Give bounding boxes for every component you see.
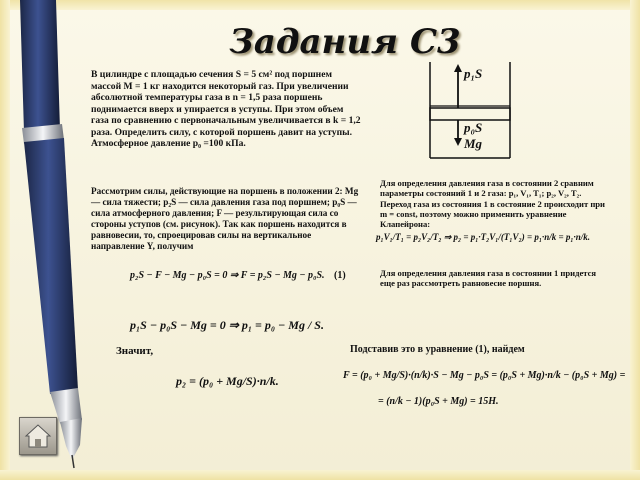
frame-right [630, 0, 640, 480]
home-button[interactable] [19, 417, 57, 455]
diagram-label-top-force: p₁S [464, 66, 483, 81]
label-therefore: Значит, [116, 345, 154, 357]
piston-diagram [420, 62, 520, 162]
equation-4: F = (p₀ + Mg/S)·(n/k)·S − Mg − p₀S = (p₀S + Mg)·n/k − (p₀S + Mg) = [343, 370, 626, 381]
solution-text-states: Для определения давления газа в состоянии 2 сравним параметры состояний 1 и 2 газа: p₁, V₁, T₁; p₂, V₂, T₂. Переход газа из состояния 1 в состояние 2 происходит при m = const, поэтому можно применить уравнение Клапейрона: [380, 178, 606, 230]
equation-1: p₂S − F − Mg − p₀S = 0 ⇒ F = p₂S − Mg − p₀S. [130, 270, 325, 281]
equation-3: p₂ = (p₀ + Mg/S)·n/k. [176, 374, 279, 388]
equation-1-number: (1) [334, 270, 346, 281]
label-substitute: Подставив это в уравнение (1), найдем [350, 344, 525, 355]
solution-text-forces: Рассмотрим силы, действующие на поршень в положении 2: Mg — сила тяжести; p₂S — сила давления газа под поршнем; p₀S — сила атмосферного давления; F — результирующая сила со стороны уступов (см. рисунок). Так как поршень находится в равновесии, то, спроецировав силы на вертикальное направление Y, получим [91, 186, 359, 252]
slide-title: Задания С3 [229, 22, 461, 62]
diagram-label-bottom-force: p₀S [464, 120, 483, 135]
equation-2: p₁S − p₀S − Mg = 0 ⇒ p₁ = p₀ − Mg / S. [130, 318, 324, 332]
diagram-label-weight: Mg [464, 136, 483, 151]
equation-clapeyron: p₁V₁/T₁ = p₂V₂/T₂ ⇒ p₂ = p₁·T₂V₁/(T₁V₂) = p₁·n/k = p₁·n/k. [376, 232, 590, 242]
equation-5: = (n/k − 1)(p₀S + Mg) = 15H. [378, 396, 499, 407]
problem-statement: В цилиндре с площадью сечения S = 5 см² под поршнем массой M = 1 кг находится некоторый газ. При увеличении абсолютной температуры газа в n = 1,5 раза поршень поднимается вверх и упирается в уступы. При этом объем газа по сравнению с первоначальным увеличивается в k = 1,2 раза. Определить силу, с которой поршень давит на уступы. Атмосферное давление p₀ =100 кПа. [91, 69, 361, 149]
solution-text-state1: Для определения давления газа в состоянии 1 придется еще раз рассмотреть равновесие поршня. [380, 268, 597, 289]
home-icon [20, 418, 56, 454]
frame-bottom [0, 470, 640, 480]
